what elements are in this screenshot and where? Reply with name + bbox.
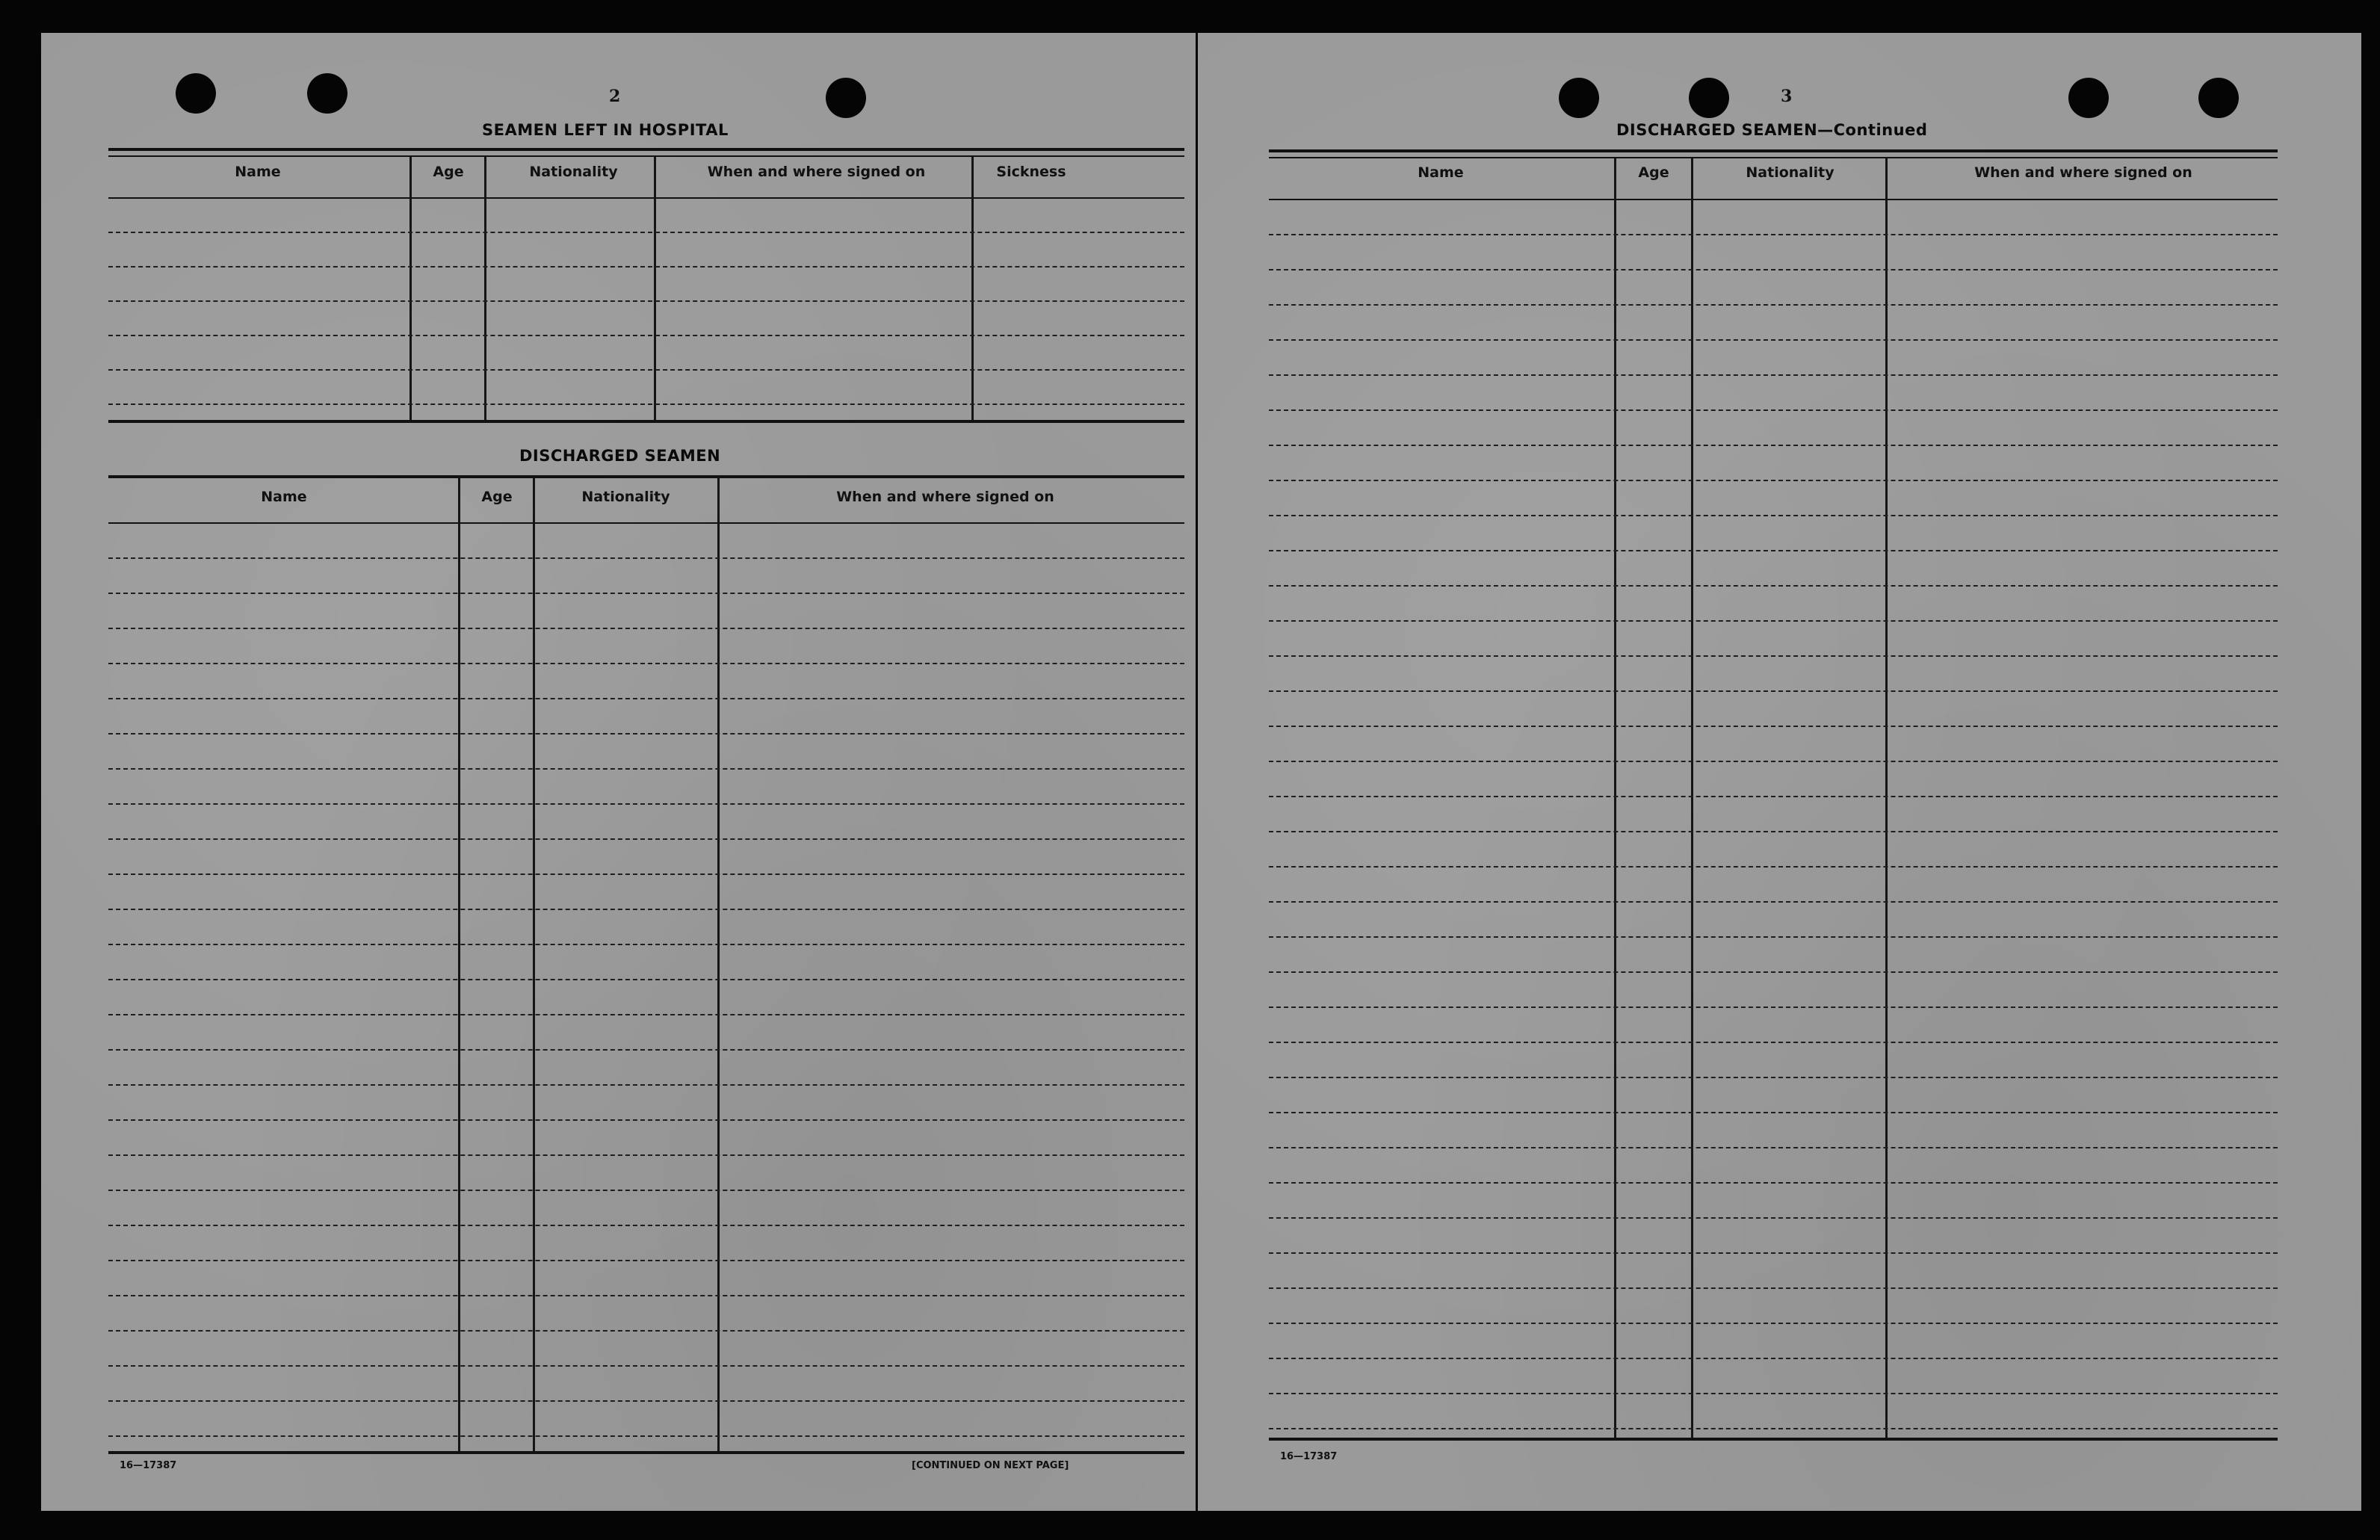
ruled-entry-line: [1269, 1006, 2278, 1008]
ruled-entry-line: [1269, 831, 2278, 832]
ruled-entry-line: [1269, 971, 2278, 973]
ruled-entry-line: [108, 1119, 1184, 1121]
ruled-entry-line: [1269, 234, 2278, 235]
col-header-nationality: Nationality: [529, 164, 618, 180]
ruled-entry-line: [108, 1225, 1184, 1226]
ruled-entry-line: [1269, 936, 2278, 938]
punch-hole: [307, 73, 347, 114]
col-header-age: Age: [481, 489, 513, 505]
table-top-rule: [108, 475, 1184, 478]
ruled-entry-line: [1269, 304, 2278, 306]
ruled-entry-line: [108, 1014, 1184, 1015]
ruled-entry-line: [108, 232, 1184, 233]
col-header-name: Name: [1418, 164, 1464, 181]
ruled-entry-line: [108, 403, 1184, 405]
page-number: 3: [1781, 87, 1793, 106]
ruled-entry-line: [108, 1084, 1184, 1086]
table-bottom-rule: [1269, 1438, 2278, 1441]
punch-hole: [2068, 78, 2109, 118]
ruled-entry-line: [1269, 620, 2278, 622]
ruled-entry-line: [108, 1365, 1184, 1367]
table-top-rule: [108, 148, 1184, 151]
ruled-entry-line: [1269, 1077, 2278, 1078]
punch-hole: [2198, 78, 2239, 118]
ruled-entry-line: [108, 1260, 1184, 1261]
ruled-entry-line: [1269, 1323, 2278, 1324]
col-header-sickness: Sickness: [996, 164, 1066, 180]
col-header-name: Name: [235, 164, 281, 180]
ruled-entry-line: [1269, 339, 2278, 341]
table-bottom-rule: [108, 420, 1184, 423]
table-top-rule: [1269, 149, 2278, 152]
ruled-entry-line: [1269, 655, 2278, 657]
ruled-entry-line: [1269, 1252, 2278, 1254]
ruled-entry-line: [108, 369, 1184, 371]
col-header-signed-on: When and where signed on: [1974, 164, 2192, 181]
ruled-entry-line: [108, 909, 1184, 910]
ruled-entry-line: [1269, 796, 2278, 797]
table-top-rule: [1269, 157, 2278, 158]
discharged-continued-title: DISCHARGED SEAMEN—Continued: [1616, 121, 1928, 139]
ruled-entry-line: [108, 593, 1184, 594]
ruled-entry-line: [1269, 515, 2278, 516]
table-top-rule: [108, 155, 1184, 157]
punch-hole: [176, 73, 216, 114]
ruled-entry-line: [1269, 445, 2278, 446]
ruled-entry-line: [1269, 1217, 2278, 1219]
ruled-entry-line: [108, 979, 1184, 980]
ruled-entry-line: [1269, 1358, 2278, 1359]
continued-note: [CONTINUED ON NEXT PAGE]: [912, 1460, 1069, 1471]
ruled-entry-line: [108, 698, 1184, 699]
col-header-nationality: Nationality: [1746, 164, 1835, 181]
ruled-entry-line: [1269, 409, 2278, 411]
form-number: 16—17387: [1280, 1451, 1338, 1462]
ruled-entry-line: [108, 1049, 1184, 1051]
ruled-entry-line: [1269, 374, 2278, 376]
ruled-entry-line: [1269, 761, 2278, 762]
ruled-entry-line: [1269, 585, 2278, 587]
ruled-entry-line: [108, 1330, 1184, 1332]
ruled-entry-line: [1269, 866, 2278, 868]
col-header-age: Age: [433, 164, 464, 180]
ruled-entry-line: [108, 266, 1184, 268]
right-page: [1198, 33, 2361, 1511]
ruled-entry-line: [108, 768, 1184, 770]
hospital-rows: [108, 197, 1184, 421]
ruled-entry-line: [1269, 1428, 2278, 1429]
col-header-signed-on: When and where signed on: [836, 489, 1054, 505]
ruled-entry-line: [1269, 1393, 2278, 1394]
ruled-entry-line: [108, 663, 1184, 664]
ruled-entry-line: [1269, 1042, 2278, 1043]
ruled-entry-line: [108, 873, 1184, 875]
left-page: [41, 33, 1196, 1511]
discharged-continued-rows: [1269, 199, 2278, 1439]
table-bottom-rule: [108, 1451, 1184, 1454]
ruled-entry-line: [1269, 1287, 2278, 1289]
discharged-rows: [108, 522, 1184, 1453]
ruled-entry-line: [1269, 480, 2278, 481]
page-number: 2: [609, 87, 621, 106]
ruled-entry-line: [108, 300, 1184, 302]
ruled-entry-line: [108, 1435, 1184, 1437]
col-header-age: Age: [1638, 164, 1669, 181]
ruled-entry-line: [1269, 901, 2278, 903]
ruled-entry-line: [108, 557, 1184, 559]
ruled-entry-line: [108, 1190, 1184, 1191]
ruled-entry-line: [1269, 1147, 2278, 1148]
punch-hole: [1689, 78, 1729, 118]
ruled-entry-line: [108, 628, 1184, 629]
ruled-entry-line: [1269, 1112, 2278, 1113]
ruled-entry-line: [108, 335, 1184, 336]
col-header-nationality: Nationality: [581, 489, 670, 505]
ruled-entry-line: [108, 944, 1184, 945]
form-number: 16—17387: [120, 1460, 177, 1471]
col-header-signed-on: When and where signed on: [707, 164, 926, 180]
ruled-entry-line: [1269, 690, 2278, 692]
ruled-entry-line: [108, 838, 1184, 840]
col-header-name: Name: [261, 489, 307, 505]
ruled-entry-line: [108, 1400, 1184, 1402]
ruled-entry-line: [1269, 1182, 2278, 1184]
ruled-entry-line: [1269, 550, 2278, 551]
punch-hole: [826, 78, 866, 118]
ruled-entry-line: [108, 1295, 1184, 1296]
ruled-entry-line: [108, 803, 1184, 805]
ruled-entry-line: [108, 1154, 1184, 1156]
ruled-entry-line: [108, 733, 1184, 735]
ruled-entry-line: [1269, 726, 2278, 727]
hospital-section-title: SEAMEN LEFT IN HOSPITAL: [482, 121, 729, 139]
discharged-section-title: DISCHARGED SEAMEN: [519, 447, 721, 465]
punch-hole: [1559, 78, 1599, 118]
ruled-entry-line: [1269, 269, 2278, 270]
